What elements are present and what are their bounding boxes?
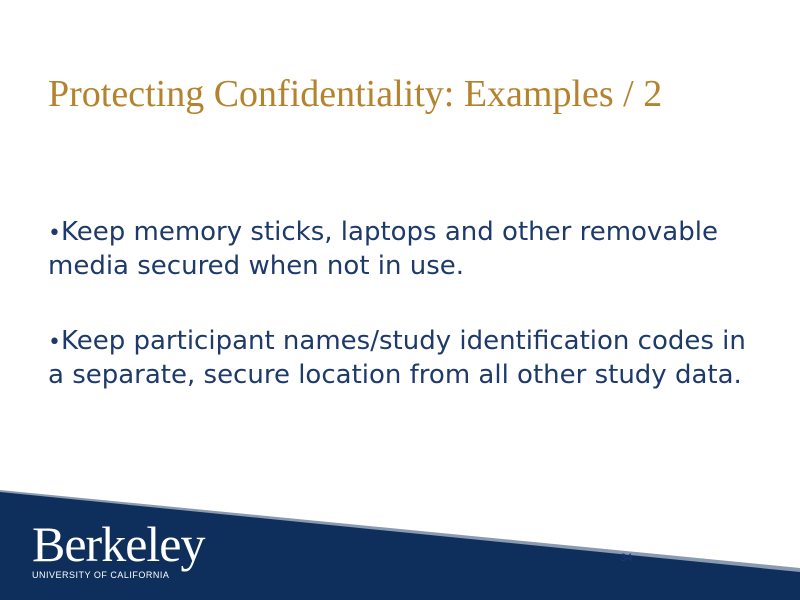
logo-subtext: UNIVERSITY OF CALIFORNIA (32, 570, 170, 580)
bullet-item (48, 216, 748, 283)
page-number: 34 (620, 552, 633, 564)
bullet-mark: • (48, 330, 61, 355)
bullet-list (48, 216, 748, 392)
bullet-text: Keep memory sticks, laptops and other removable media secured when not in use. (48, 217, 718, 281)
logo-wordmark: Berkeley (32, 516, 205, 572)
berkeley-logo (32, 516, 205, 580)
slide-title: Protecting Confidentiality: Examples / 2 (48, 73, 663, 115)
bullet-item (48, 325, 748, 392)
bullet-mark: • (48, 221, 61, 246)
bullet-text: Keep participant names/study identification codes in a separate, secure location from all other study data. (48, 326, 746, 390)
